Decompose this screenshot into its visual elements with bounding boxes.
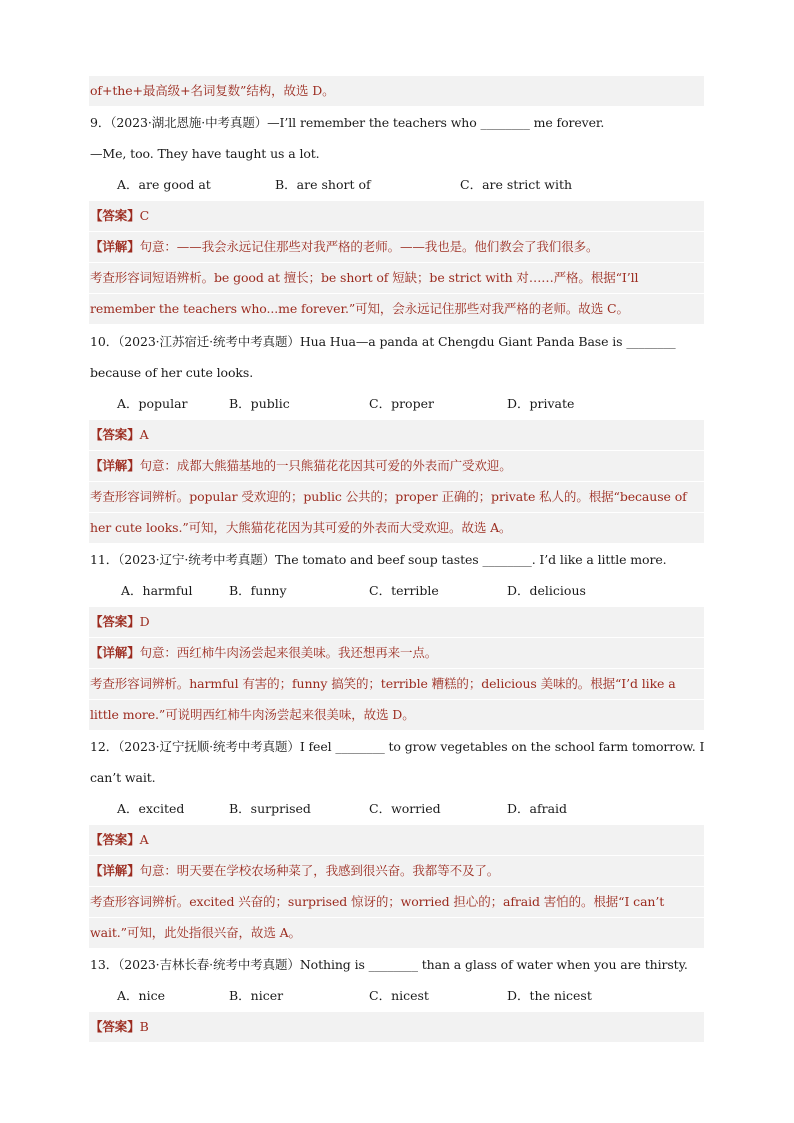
q11-explanation-1: 考查形容词辨析。harmful 有害的；funny 搞笑的；terrible 糟糕的；delicious 美味的。根据“I’d like a bbox=[89, 669, 704, 699]
answer-label: 【答案】 bbox=[90, 832, 140, 847]
q11-answer bbox=[89, 607, 704, 637]
question-11: 11．（2023·辽宁·统考中考真题）The tomato and beef soup tastes ________. I’d like a little more. bbox=[90, 552, 667, 567]
question-9: 9．（2023·湖北恩施·中考真题）—I’ll remember the teachers who ________ me forever. bbox=[90, 115, 605, 130]
answer-label: 【答案】 bbox=[90, 614, 140, 629]
q11-option-a: A．harmful bbox=[121, 583, 193, 598]
q9-answer bbox=[89, 201, 704, 231]
question-12: 12．（2023·辽宁抚顺·统考中考真题）I feel ________ to grow vegetables on the school farm tomorrow. I bbox=[90, 739, 704, 754]
q9-explanation-2: remember the teachers who...me forever.”可知，会永远记住那些对我严格的老师。故选 C。 bbox=[89, 294, 704, 324]
q12-option-b: B．surprised bbox=[229, 801, 311, 816]
q13-answer bbox=[89, 1012, 704, 1042]
q13-option-d: D．the nicest bbox=[507, 988, 592, 1003]
q12-explanation-1: 考查形容词辨析。excited 兴奋的；surprised 惊讶的；worried 担心的；afraid 害怕的。根据“I can’t bbox=[89, 887, 704, 917]
q12-option-c: C．worried bbox=[369, 801, 441, 816]
q10-explanation-2: her cute looks.”可知，大熊猫花花因为其可爱的外表而大受欢迎。故选 A。 bbox=[89, 513, 704, 543]
explanation-line: of+the+最高级+名词复数”结构，故选 D。 bbox=[89, 76, 704, 106]
detail-text: 句意：明天要在学校农场种菜了，我感到很兴奋。我都等不及了。 bbox=[139, 863, 500, 878]
answer-value: C bbox=[139, 208, 150, 223]
q10-option-c: C．proper bbox=[369, 396, 434, 411]
q9-option-a: A．are good at bbox=[117, 177, 211, 192]
detail-label: 【详解】 bbox=[90, 458, 140, 473]
detail-text: 句意：——我会永远记住那些对我严格的老师。——我也是。他们教会了我们很多。 bbox=[139, 239, 599, 254]
q11-option-b: B．funny bbox=[229, 583, 287, 598]
answer-label: 【答案】 bbox=[90, 1019, 140, 1034]
question-13: 13．（2023·吉林长春·统考中考真题）Nothing is ________ than a glass of water when you are thirsty. bbox=[90, 957, 688, 972]
question-10: 10．（2023·江苏宿迁·统考中考真题）Hua Hua—a panda at Chengdu Giant Panda Base is ________ bbox=[90, 334, 676, 349]
q10-option-b: B．public bbox=[229, 396, 290, 411]
q9-option-b: B．are short of bbox=[275, 177, 371, 192]
detail-label: 【详解】 bbox=[90, 239, 140, 254]
question-9-line-2: —Me, too. They have taught us a lot. bbox=[90, 146, 320, 161]
detail-text: 句意：西红柿牛肉汤尝起来很美味。我还想再来一点。 bbox=[139, 645, 438, 660]
q10-answer bbox=[89, 420, 704, 450]
answer-value: D bbox=[139, 614, 150, 629]
q10-option-d: D．private bbox=[507, 396, 575, 411]
q10-detail bbox=[89, 451, 704, 481]
answer-label: 【答案】 bbox=[90, 208, 140, 223]
q10-explanation-1: 考查形容词辨析。popular 受欢迎的；public 公共的；proper 正确的；private 私人的。根据“because of bbox=[89, 482, 704, 512]
q13-option-c: C．nicest bbox=[369, 988, 429, 1003]
answer-value: A bbox=[139, 427, 149, 442]
q12-answer bbox=[89, 825, 704, 855]
q9-option-c: C．are strict with bbox=[460, 177, 573, 192]
q9-explanation-1: 考查形容词短语辨析。be good at 擅长；be short of 短缺；be strict with 对……严格。根据“I’ll bbox=[89, 263, 704, 293]
q12-option-d: D．afraid bbox=[507, 801, 568, 816]
q12-explanation-2: wait.”可知，此处指很兴奋，故选 A。 bbox=[89, 918, 704, 948]
q10-option-a: A．popular bbox=[117, 396, 188, 411]
question-12-line-2: can’t wait. bbox=[90, 770, 156, 785]
detail-label: 【详解】 bbox=[90, 863, 140, 878]
answer-label: 【答案】 bbox=[90, 427, 140, 442]
answer-value: A bbox=[139, 832, 149, 847]
q9-detail bbox=[89, 232, 704, 262]
q13-option-b: B．nicer bbox=[229, 988, 284, 1003]
answer-value: B bbox=[139, 1019, 149, 1034]
q13-option-a: A．nice bbox=[117, 988, 165, 1003]
q11-explanation-2: little more.”可说明西红柿牛肉汤尝起来很美味，故选 D。 bbox=[89, 700, 704, 730]
q11-option-d: D．delicious bbox=[507, 583, 586, 598]
q11-option-c: C．terrible bbox=[369, 583, 439, 598]
q11-detail bbox=[89, 638, 704, 668]
detail-label: 【详解】 bbox=[90, 645, 140, 660]
question-10-line-2: because of her cute looks. bbox=[90, 365, 254, 380]
detail-text: 句意：成都大熊猫基地的一只熊猫花花因其可爱的外表而广受欢迎。 bbox=[139, 458, 512, 473]
q12-detail bbox=[89, 856, 704, 886]
q12-option-a: A．excited bbox=[117, 801, 185, 816]
